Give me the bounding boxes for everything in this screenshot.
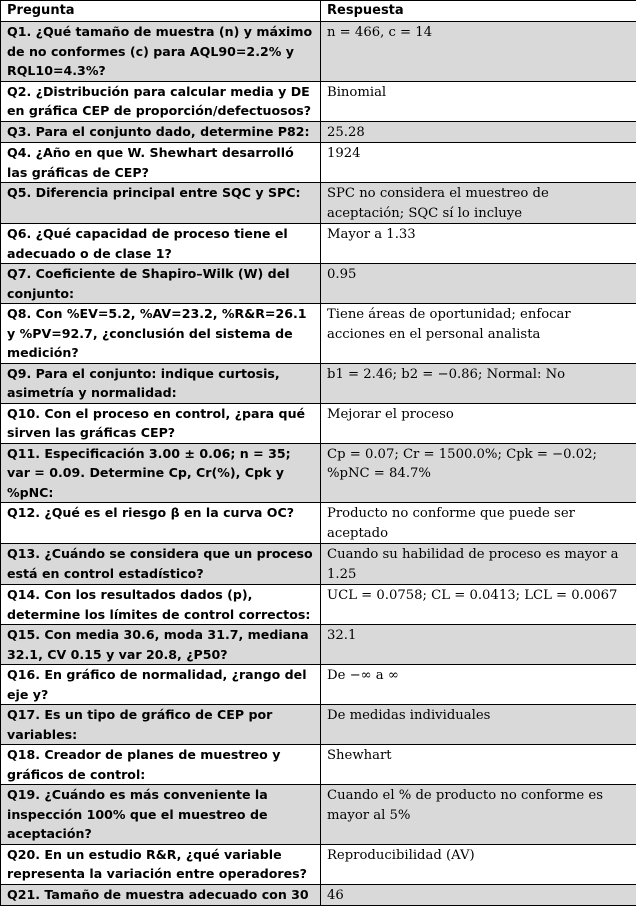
table-row — [1, 22, 636, 82]
question-header: Pregunta — [1, 1, 321, 22]
answer-cell: 0.95 — [321, 264, 636, 304]
table-row — [1, 264, 636, 304]
question-cell: Q13. ¿Cuándo se considera que un proceso está en control estadístico? — [1, 544, 321, 585]
answer-cell: SPC no considera el muestreo de aceptación; SQC sí lo incluye — [321, 183, 636, 224]
answer-cell: Cp = 0.07; Cr = 1500.0%; Cpk = −0.02; %pNC = 84.7% — [321, 443, 636, 503]
question-cell: Q19. ¿Cuándo es más conveniente la inspección 100% que el muestreo de aceptación? — [1, 785, 321, 845]
question-cell: Q20. En un estudio R&R, ¿qué variable representa la variación entre operadores? — [1, 844, 321, 884]
answer-cell: b1 = 2.46; b2 = −0.86; Normal: No — [321, 363, 636, 403]
question-cell: Q12. ¿Qué es el riesgo β en la curva OC? — [1, 503, 321, 544]
table-row — [1, 503, 636, 544]
question-cell: Q9. Para el conjunto: indique curtosis, asimetría y normalidad: — [1, 363, 321, 403]
answer-cell: UCL = 0.0758; CL = 0.0413; LCL = 0.0067 — [321, 585, 636, 625]
question-cell: Q16. En gráfico de normalidad, ¿rango del eje y? — [1, 665, 321, 705]
table-row — [1, 121, 636, 143]
table-row — [1, 81, 636, 121]
answer-cell: n = 466, c = 14 — [321, 22, 636, 82]
table-row — [1, 585, 636, 625]
answer-cell: 46 — [321, 884, 636, 906]
header-row — [1, 1, 636, 22]
table-row — [1, 183, 636, 224]
answer-cell: Cuando el % de producto no conforme es mayor al 5% — [321, 785, 636, 845]
table-row — [1, 304, 636, 364]
table-row — [1, 844, 636, 884]
table-row — [1, 544, 636, 585]
question-cell: Q10. Con el proceso en control, ¿para qué sirven las gráficas CEP? — [1, 403, 321, 443]
table-row — [1, 785, 636, 845]
answer-cell: De −∞ a ∞ — [321, 665, 636, 705]
answer-cell: Shewhart — [321, 745, 636, 785]
question-cell: Q6. ¿Qué capacidad de proceso tiene el adecuado o de clase 1? — [1, 224, 321, 264]
table-row — [1, 884, 636, 906]
answer-cell: 1924 — [321, 143, 636, 183]
question-cell: Q18. Creador de planes de muestreo y gráficos de control: — [1, 745, 321, 785]
answer-cell: Mejorar el proceso — [321, 403, 636, 443]
question-cell: Q15. Con media 30.6, moda 31.7, mediana 32.1, CV 0.15 y var 20.8, ¿P50? — [1, 625, 321, 665]
question-cell: Q11. Especificación 3.00 ± 0.06; n = 35; var = 0.09. Determine Cp, Cr(%), Cpk y %pNC: — [1, 443, 321, 503]
table-row — [1, 403, 636, 443]
table-row — [1, 745, 636, 785]
question-cell: Q8. Con %EV=5.2, %AV=23.2, %R&R=26.1 y %PV=92.7, ¿conclusión del sistema de medición? — [1, 304, 321, 364]
answer-cell: Cuando su habilidad de proceso es mayor a 1.25 — [321, 544, 636, 585]
table-body — [1, 22, 636, 906]
question-cell: Q7. Coeficiente de Shapiro–Wilk (W) del conjunto: — [1, 264, 321, 304]
question-cell: Q14. Con los resultados dados (p), determine los límites de control correctos: — [1, 585, 321, 625]
question-cell: Q1. ¿Qué tamaño de muestra (n) y máximo de no conformes (c) para AQL90=2.2% y RQL10=4.3%? — [1, 22, 321, 82]
question-cell: Q3. Para el conjunto dado, determine P82: — [1, 121, 321, 143]
question-cell: Q5. Diferencia principal entre SQC y SPC: — [1, 183, 321, 224]
answer-cell: Mayor a 1.33 — [321, 224, 636, 264]
table-row — [1, 224, 636, 264]
question-cell: Q17. Es un tipo de gráfico de CEP por variables: — [1, 705, 321, 745]
question-cell: Q2. ¿Distribución para calcular media y DE en gráfica CEP de proporción/defectuosos? — [1, 81, 321, 121]
question-cell: Q4. ¿Año en que W. Shewhart desarrolló las gráficas de CEP? — [1, 143, 321, 183]
answer-cell: Reproducibilidad (AV) — [321, 844, 636, 884]
table-row — [1, 625, 636, 665]
table-row — [1, 443, 636, 503]
question-cell: Q21. Tamaño de muestra adecuado con 30 — [1, 884, 321, 906]
answer-cell: De medidas individuales — [321, 705, 636, 745]
answer-header: Respuesta — [321, 1, 636, 22]
table-row — [1, 665, 636, 705]
answer-cell: Tiene áreas de oportunidad; enfocar acciones en el personal analista — [321, 304, 636, 364]
answer-cell: 25.28 — [321, 121, 636, 143]
answer-cell: 32.1 — [321, 625, 636, 665]
table-row — [1, 143, 636, 183]
table-row — [1, 363, 636, 403]
answer-cell: Binomial — [321, 81, 636, 121]
answer-cell: Producto no conforme que puede ser aceptado — [321, 503, 636, 544]
table-row — [1, 705, 636, 745]
